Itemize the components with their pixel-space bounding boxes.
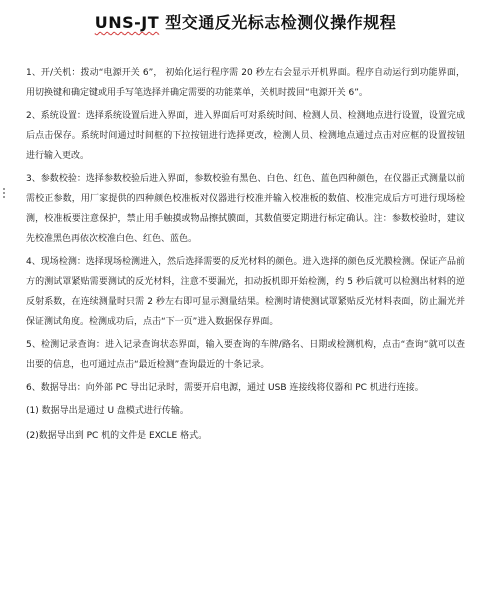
paragraph-export-usb-mode: (1) 数据导出是通过 U 盘模式进行传输。 [26,406,189,416]
drag-handle-icon[interactable] [3,188,9,200]
title-text: 型交通反光标志检测仪操作规程 [159,13,397,32]
document-title [26,10,465,33]
paragraph-parameter-calibration: 3、参数校验：选择参数校验后进入界面，参数校验有黑色、白色、红色、蓝色四种颜色，在仪器正式测量以前需校正参数，用厂家提供的四种颜色校准板对仪器进行校准并输入校准板的数值、校准完成后方可进行现场检测，校准板要注意保护，禁止用手触摸或物品擦拭膜面，其数值要定期进行标定确认。注：参数校验时，建议先校准黑色再依次校准白色、红色、蓝色。 [26,174,465,244]
paragraph-field-detection: 4、现场检测：选择现场检测进入，然后选择需要的反光材料的颜色。进入选择的颜色反光膜检测。保证产品前方的测试罩紧贴需要测试的反光材料，注意不要漏光，扣动扳机即开始检测，约 5 秒后就可以检测出材料的逆反射系数，在连续测量时只需 2 秒左右即可显示测量结果。检测时请使测试罩紧贴反光材料表面，防止漏光并保证测试角度。检测成功后，点击“下一页”进入数据保存界面。 [26,257,465,327]
paragraph-power-switch: 1、开/关机：拨动“电源开关 6”， 初始化运行程序需 20 秒左右会显示开机界面。程序自动运行到功能界面，用切换键和确定键或用手写笔选择并确定需要的功能菜单，关机时拨回“电源开关 6”。 [26,68,465,98]
title-model-name: UNS-JT [94,13,160,32]
paragraph-data-export: 6、数据导出：向外部 PC 导出记录时，需要开启电源，通过 USB 连接线将仪器和 PC 机进行连接。 [26,383,424,393]
paragraph-record-query: 5、检测记录查询：进入记录查询状态界面，输入要查询的车牌/路名、日期或检测机构，点击“查询”就可以查出要的信息，也可通过点击“最近检测”查询最近的十条记录。 [26,340,465,370]
paragraph-system-settings: 2、系统设置：选择系统设置后进入界面，进入界面后可对系统时间、检测人员、检测地点进行设置，设置完成后点击保存。系统时间通过时间框的下拉按钮进行选择更改，检测人员、检测地点通过点击对应框的设置按钮进行输入更改。 [26,111,465,161]
paragraph-export-file-format: (2)数据导出到 PC 机的文件是 EXCLE 格式。 [26,431,208,441]
